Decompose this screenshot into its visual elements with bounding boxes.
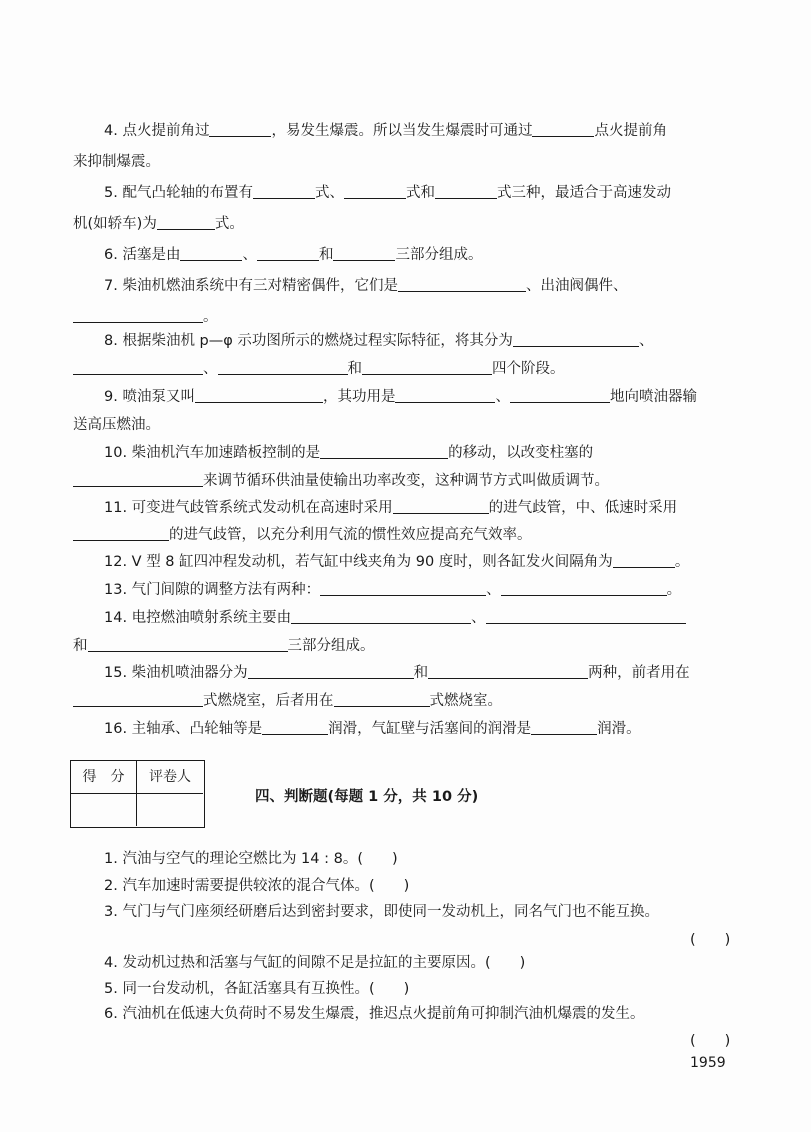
question-text: 两种，前者用在: [588, 665, 690, 681]
answer-blank[interactable]: [157, 214, 215, 230]
answer-blank[interactable]: [73, 691, 203, 707]
question-14-line-1: [104, 608, 740, 628]
question-text: 四个阶段。: [492, 361, 565, 377]
answer-blank[interactable]: [262, 719, 328, 735]
question-text: 11. 可变进气歧管系统式发动机在高速时采用: [104, 500, 393, 516]
question-text: 和: [318, 247, 334, 263]
answer-blank[interactable]: [73, 307, 203, 323]
tf-question-3: 3. 气门与气门座须经研磨后达到密封要求，即使同一发动机上，同名气门也不能互换。: [104, 904, 659, 920]
question-text: 式三种，最适合于高速发动: [496, 185, 671, 201]
question-text: 、: [638, 333, 654, 349]
answer-blank[interactable]: [428, 663, 588, 679]
answer-blank[interactable]: [248, 663, 414, 679]
question-9-line-1: [104, 387, 740, 407]
question-10-line-1: [104, 443, 740, 463]
tf-question-1: 1. 汽油与空气的理论空燃比为 14 : 8。( ): [104, 851, 398, 867]
question-text: 13. 气门间隙的调整方法有两种：: [104, 582, 321, 598]
question-text: 和: [413, 665, 429, 681]
question-7-line-1: [104, 276, 740, 296]
question-text: 、: [495, 389, 510, 405]
answer-blank[interactable]: [344, 183, 406, 199]
question-text: 地向喷油器输: [609, 389, 697, 405]
question-12: [104, 552, 740, 572]
answer-blank[interactable]: [88, 636, 288, 652]
question-text: 的进气歧管，中、低速时采用: [488, 500, 678, 516]
tf-answer-paren[interactable]: ( ): [690, 932, 731, 948]
question-11-line-1: [104, 498, 740, 518]
answer-blank[interactable]: [73, 359, 203, 375]
answer-blank[interactable]: [435, 183, 497, 199]
question-text: 、: [203, 361, 218, 377]
question-text: 12. V 型 8 缸四冲程发动机，若气缸中线夹角为 90 度时，则各缸发火间隔角为: [104, 554, 613, 570]
question-text: 5. 配气凸轮轴的布置有: [104, 185, 253, 201]
question-text: 的进气歧管，以充分利用气流的惯性效应提高充气效率。: [169, 527, 532, 543]
question-text: ，易发生爆震。所以当发生爆震时可通过: [271, 123, 533, 139]
answer-blank[interactable]: [393, 498, 489, 514]
answer-blank[interactable]: [513, 331, 639, 347]
grader-label: 评卷人: [137, 761, 203, 794]
question-text: 式燃烧室。: [429, 693, 502, 709]
answer-blank[interactable]: [253, 183, 315, 199]
question-5-line-1: [104, 183, 740, 203]
answer-blank[interactable]: [218, 359, 348, 375]
question-9-line-2: [73, 415, 740, 435]
answer-blank[interactable]: [486, 608, 686, 624]
question-text: 。: [666, 582, 682, 598]
question-4-line-1: [104, 121, 740, 141]
answer-blank[interactable]: [510, 387, 610, 403]
question-text: 式燃烧室，后者用在: [203, 693, 334, 709]
answer-blank[interactable]: [195, 387, 323, 403]
question-text: 来调节循环供油量使输出功率改变，这种调节方式叫做质调节。: [203, 473, 609, 489]
question-6: [104, 245, 740, 265]
answer-blank[interactable]: [73, 525, 169, 541]
question-text: 机(如轿车)为: [73, 216, 157, 232]
question-text: 和: [73, 638, 88, 654]
question-text: 9. 喷油泵又叫: [104, 389, 195, 405]
question-text: 润滑。: [597, 721, 641, 737]
question-5-line-2: [73, 214, 740, 234]
question-11-line-2: [73, 525, 740, 545]
question-text: 16. 主轴承、凸轮轴等是: [104, 721, 263, 737]
answer-blank[interactable]: [501, 580, 667, 596]
question-text: 4. 点火提前角过: [104, 123, 210, 139]
answer-blank[interactable]: [395, 387, 495, 403]
score-label: 得 分: [71, 761, 137, 794]
question-text: ，其功用是: [322, 389, 396, 405]
question-8-line-2: [73, 359, 740, 379]
page-number: 1959: [690, 1055, 726, 1071]
question-16: [104, 719, 740, 739]
answer-blank[interactable]: [180, 245, 242, 261]
question-text: 式和: [405, 185, 435, 201]
question-text: 润滑，气缸壁与活塞间的润滑是: [328, 721, 532, 737]
question-13: [104, 580, 740, 600]
answer-blank[interactable]: [291, 608, 471, 624]
question-14-line-2: [73, 636, 740, 656]
question-text: 。: [203, 309, 218, 325]
question-text: 送高压燃油。: [73, 417, 160, 433]
question-text: 6. 活塞是由: [104, 247, 181, 263]
tf-question-4: 4. 发动机过热和活塞与气缸的间隙不足是拉缸的主要原因。( ): [104, 955, 526, 971]
question-text: 来抑制爆震。: [73, 154, 160, 170]
question-text: 的移动，以改变柱塞的: [448, 445, 594, 461]
question-text: 、: [471, 610, 486, 626]
answer-blank[interactable]: [531, 719, 597, 735]
question-text: 式。: [214, 216, 244, 232]
answer-blank[interactable]: [320, 443, 448, 459]
question-text: 、: [242, 247, 257, 263]
question-text: 7. 柴油机燃油系统中有三对精密偶件，它们是: [104, 278, 398, 294]
question-text: 、: [486, 582, 501, 598]
question-15-line-2: [73, 691, 740, 711]
grader-cell[interactable]: [137, 794, 203, 826]
question-text: 式、: [314, 185, 344, 201]
question-4-line-2: [73, 152, 740, 172]
question-text: 三部分组成。: [287, 638, 375, 654]
answer-blank[interactable]: [362, 359, 492, 375]
score-cell[interactable]: [71, 794, 137, 826]
answer-blank[interactable]: [73, 471, 203, 487]
question-text: 三部分组成。: [395, 247, 483, 263]
answer-blank[interactable]: [334, 691, 430, 707]
tf-answer-paren[interactable]: ( ): [690, 1033, 731, 1049]
tf-question-6: 6. 汽油机在低速大负荷时不易发生爆震，推迟点火提前角可抑制汽油机爆震的发生。: [104, 1006, 645, 1022]
answer-blank[interactable]: [532, 121, 594, 137]
tf-question-5: 5. 同一台发动机，各缸活塞具有互换性。( ): [104, 981, 410, 997]
question-text: 15. 柴油机喷油器分为: [104, 665, 248, 681]
tf-question-2: 2. 汽车加速时需要提供较浓的混合气体。( ): [104, 878, 410, 894]
question-text: 、出油阀偶件、: [525, 278, 628, 294]
answer-blank[interactable]: [398, 276, 526, 292]
answer-blank[interactable]: [613, 552, 675, 568]
question-10-line-2: [73, 471, 740, 491]
question-text: 点火提前角: [594, 123, 667, 139]
answer-blank[interactable]: [333, 245, 395, 261]
question-text: 。: [674, 554, 690, 570]
question-text: 8. 根据柴油机 p—φ 示功图所示的燃烧过程实际特征，将其分为: [104, 333, 513, 349]
answer-blank[interactable]: [209, 121, 271, 137]
question-7-line-2: [73, 307, 740, 327]
section-title: 四、判断题(每题 1 分，共 10 分): [255, 789, 479, 805]
answer-blank[interactable]: [320, 580, 486, 596]
answer-blank[interactable]: [257, 245, 319, 261]
question-15-line-1: [104, 663, 740, 683]
question-8-line-1: [104, 331, 740, 351]
score-box: [70, 760, 205, 828]
question-text: 10. 柴油机汽车加速踏板控制的是: [104, 445, 321, 461]
question-text: 和: [347, 361, 362, 377]
question-text: 14. 电控燃油喷射系统主要由: [104, 610, 292, 626]
